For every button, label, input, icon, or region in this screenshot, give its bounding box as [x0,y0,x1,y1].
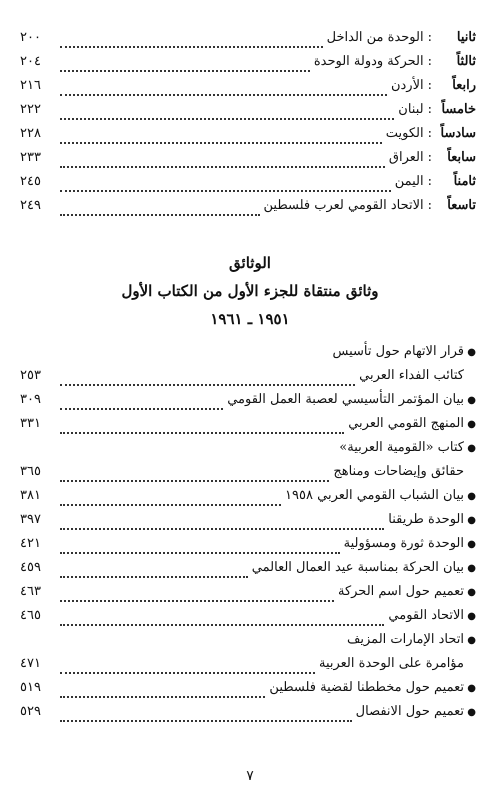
document-title: الوحدة ثورة ومسؤولية [343,536,464,551]
chapter-separator: : [427,198,432,213]
bullet-icon: ● [467,587,476,598]
document-title: الاتحاد القومي [388,608,464,623]
document-title: كتائب الفداء العربي [359,368,464,383]
chapter-title: الحركة ودولة الوحدة [313,54,424,69]
chapter-page: ٢٤٥ [20,174,41,189]
dot-leader [60,623,384,626]
chapter-page: ٢٢٢ [20,102,41,117]
dot-leader [60,599,334,602]
toc-row[interactable] [20,150,476,174]
document-title: مؤامرة على الوحدة العربية [318,656,464,671]
toc-row[interactable] [20,30,476,54]
chapter-ordinal: ثانيا [456,30,476,45]
toc-row[interactable] [20,368,476,392]
dot-leader [60,431,344,434]
document-page: ٤٦٣ [20,584,41,599]
dot-leader [60,695,265,698]
document-page: ٣٠٩ [20,392,41,407]
chapter-title: لبنان [398,102,424,117]
toc-row[interactable] [20,464,476,488]
chapter-separator: : [427,54,432,69]
toc-row[interactable] [20,560,476,584]
chapter-ordinal: رابعاً [452,78,476,93]
document-page: ٤٥٩ [20,560,41,575]
page-number: ٧ [246,768,254,784]
chapter-ordinal: ثامناً [453,174,476,189]
dot-leader [60,719,352,722]
toc-row[interactable] [20,584,476,608]
chapter-separator: : [427,78,432,93]
dot-leader [60,527,384,530]
bullet-icon: ● [467,683,476,694]
document-title: كتاب «القومية العربية» [339,440,464,455]
document-title: الوحدة طريقنا [388,512,464,527]
chapter-title: العراق [388,150,424,165]
chapter-separator: : [427,126,432,141]
bullet-icon: ● [467,347,476,358]
toc-row[interactable] [20,126,476,150]
dot-leader [60,671,315,674]
document-title: حقائق وإيضاحات ومناهج [333,464,464,479]
bullet-icon: ● [467,419,476,430]
document-title: تعميم حول اسم الحركة [337,584,464,599]
chapter-page: ٢٠٤ [20,54,41,69]
toc-row[interactable] [20,536,476,560]
toc-row[interactable] [20,78,476,102]
chapter-title: اليمن [394,174,424,189]
bullet-icon: ● [467,395,476,406]
dot-leader [60,479,329,482]
bullet-icon: ● [467,539,476,550]
dot-leader [60,117,394,120]
dot-leader [60,551,340,554]
chapter-page: ٢٤٩ [20,198,41,213]
chapter-title: الأردن [390,78,424,93]
toc-row[interactable] [20,344,476,368]
chapter-title: الكويت [385,126,424,141]
dot-leader [60,503,281,506]
toc-row[interactable] [20,54,476,78]
document-title: المنهج القومي العربي [348,416,464,431]
bullet-icon: ● [467,635,476,646]
document-page: ٤٢١ [20,536,41,551]
toc-row[interactable] [20,416,476,440]
toc-row[interactable] [20,704,476,728]
chapter-ordinal: تاسعاً [447,198,476,213]
document-title: بيان الحركة بمناسبة عيد العمال العالمي [251,560,464,575]
dot-leader [60,189,391,192]
toc-row[interactable] [20,174,476,198]
document-title: بيان المؤتمر التأسيسي لعصبة العمل القومي [227,392,464,407]
toc-row[interactable] [20,656,476,680]
chapter-separator: : [427,174,432,189]
bullet-icon: ● [467,515,476,526]
toc-row[interactable] [20,680,476,704]
dot-leader [60,45,323,48]
bullet-icon: ● [467,491,476,502]
dot-leader [60,407,223,410]
document-page: ٤٧١ [20,656,41,671]
section-subtitle: وثائق منتقاة للجزء الأول من الكتاب الأول [121,282,379,300]
chapter-separator: : [427,102,432,117]
document-title: تعميم حول الانفصال [355,704,464,719]
toc-row[interactable] [20,198,476,222]
section-title: الوثائق [229,254,271,272]
toc-row[interactable] [20,392,476,416]
document-page: ٣٩٧ [20,512,41,527]
dot-leader [60,213,260,216]
chapters-list [20,30,476,222]
dot-leader [60,575,248,578]
bullet-icon: ● [467,611,476,622]
chapter-page: ٢٣٣ [20,150,41,165]
document-title: قرار الاتهام حول تأسيس [332,344,464,359]
toc-row[interactable] [20,512,476,536]
document-title: بيان الشباب القومي العربي ١٩٥٨ [285,488,464,503]
document-title: تعميم حول مخططنا لقضية فلسطين [269,680,464,695]
chapter-page: ٢١٦ [20,78,41,93]
bullet-icon: ● [467,443,476,454]
bullet-icon: ● [467,563,476,574]
chapter-title: الاتحاد القومي لعرب فلسطين [263,198,424,213]
document-title: اتحاد الإمارات المزيف [346,632,464,647]
chapter-ordinal: سادساً [440,126,476,141]
chapter-ordinal: سابعاً [447,150,476,165]
document-page: ٥١٩ [20,680,41,695]
dot-leader [60,165,385,168]
document-page: ٤٦٥ [20,608,41,623]
dot-leader [60,69,310,72]
dot-leader [60,93,387,96]
toc-row[interactable] [20,608,476,632]
section-years: ١٩٥١ ـ ١٩٦١ [210,310,290,328]
chapter-ordinal: خامساً [441,102,476,117]
chapter-title: الوحدة من الداخل [326,30,424,45]
toc-row[interactable] [20,102,476,126]
bullet-icon: ● [467,707,476,718]
chapter-page: ٢٠٠ [20,30,41,45]
chapter-ordinal: ثالثاً [456,54,476,69]
chapter-page: ٢٢٨ [20,126,41,141]
document-page: ٣٨١ [20,488,41,503]
toc-row[interactable] [20,632,476,656]
document-page: ٣٣١ [20,416,41,431]
toc-row[interactable] [20,440,476,464]
toc-row[interactable] [20,488,476,512]
documents-list [20,344,476,728]
document-page: ٥٢٩ [20,704,41,719]
document-page: ٣٦٥ [20,464,41,479]
chapter-separator: : [427,30,432,45]
dot-leader [60,141,382,144]
document-page: ٢٥٣ [20,368,41,383]
chapter-separator: : [427,150,432,165]
dot-leader [60,383,355,386]
